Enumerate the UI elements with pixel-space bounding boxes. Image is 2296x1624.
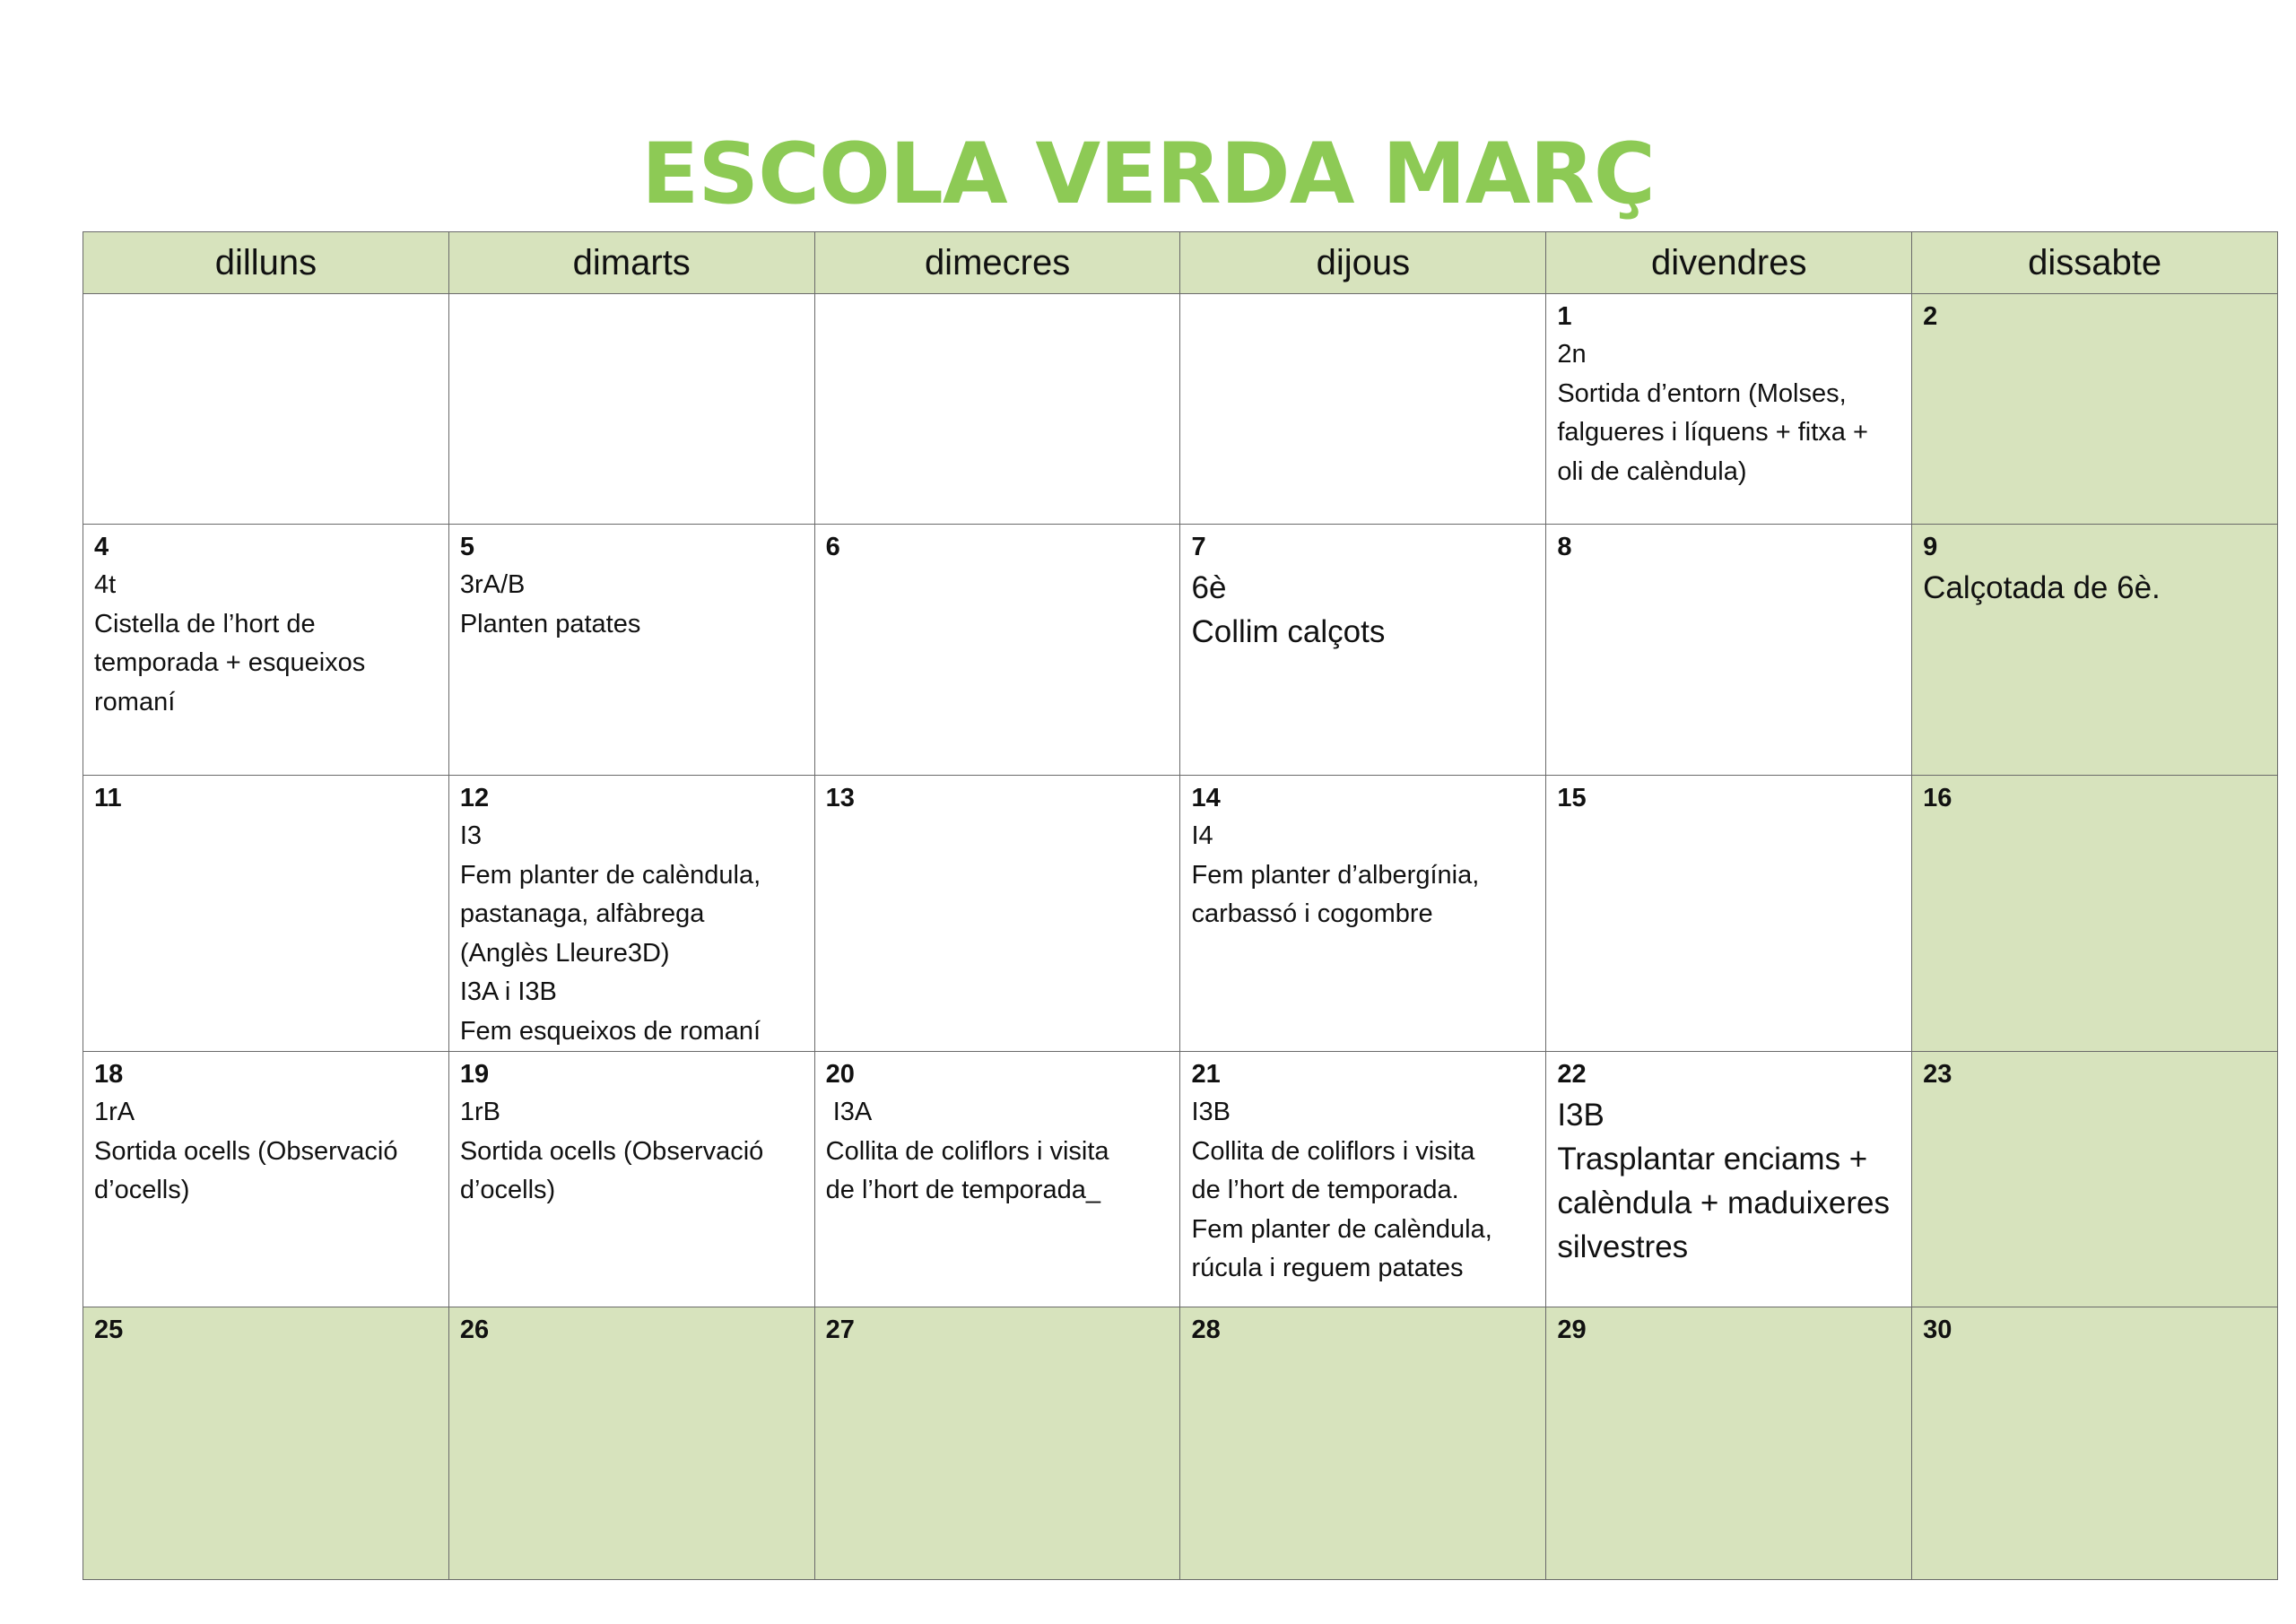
- calendar-day-cell: [1180, 1052, 1546, 1307]
- weekday-header-divendres: divendres: [1546, 232, 1912, 294]
- activity-text: calèndula + maduixeres: [1557, 1185, 1890, 1220]
- calendar-day-cell: [1180, 776, 1546, 1052]
- day-number: 19: [459, 1060, 490, 1089]
- activity-text: d’ocells): [94, 1176, 190, 1204]
- weekday-header-dissabte: dissabte: [1912, 232, 2278, 294]
- activity-text: I4: [1191, 821, 1213, 850]
- activity-text: Sortida ocells (Observació: [459, 1136, 764, 1166]
- day-number: 23: [1923, 1060, 1952, 1089]
- activity-text: silvestres: [1557, 1229, 1689, 1264]
- calendar-week-row: [83, 525, 2278, 776]
- activity-text: Calçotada de 6è.: [1923, 570, 2161, 605]
- day-number: 6: [825, 533, 840, 561]
- day-number: 27: [825, 1316, 855, 1344]
- activity-text: Fem planter de calèndula,: [459, 860, 761, 890]
- calendar-day-cell: [1546, 1052, 1912, 1307]
- activity-text: carbassó i cogombre: [1191, 899, 1433, 928]
- day-number: 11: [94, 784, 122, 812]
- calendar-day-cell: [1180, 525, 1546, 776]
- activity-text: 2n: [1557, 340, 1587, 369]
- day-number: 8: [1557, 533, 1572, 561]
- activity-text: pastanaga, alfàbrega: [459, 899, 705, 928]
- day-number: 4: [94, 533, 109, 561]
- activity-text: Cistella de l’hort de: [94, 609, 316, 638]
- calendar-day-cell: [448, 776, 814, 1052]
- calendar-day-cell: [83, 776, 449, 1052]
- activity-text: de l’hort de temporada_: [825, 1176, 1100, 1204]
- activity-text: 4t: [94, 570, 117, 599]
- activity-text: I3A: [825, 1098, 873, 1126]
- activity-text: Trasplantar enciams +: [1557, 1142, 1868, 1177]
- day-number: 2: [1923, 302, 1938, 331]
- calendar-day-cell: [814, 525, 1180, 776]
- day-number: 30: [1923, 1316, 1952, 1344]
- calendar-day-cell: [1546, 776, 1912, 1052]
- weekday-header-dimecres: dimecres: [814, 232, 1180, 294]
- activity-text: Sortida ocells (Observació: [94, 1136, 398, 1166]
- day-number: 12: [459, 784, 490, 812]
- weekday-header-dimarts: dimarts: [448, 232, 814, 294]
- day-number: 15: [1557, 784, 1587, 812]
- calendar-day-cell: [448, 1307, 814, 1580]
- activity-text: 3rA/B: [459, 570, 526, 599]
- activity-text: 1rA: [94, 1098, 135, 1126]
- calendar-week-row: [83, 776, 2278, 1052]
- day-number: 21: [1191, 1060, 1221, 1089]
- calendar-day-cell: [1912, 1052, 2278, 1307]
- calendar-day-cell: [448, 525, 814, 776]
- activity-text: (Anglès Lleure3D): [459, 938, 670, 968]
- activity-text: falgueres i líquens + fitxa +: [1557, 418, 1868, 447]
- calendar-day-cell: [83, 1307, 449, 1580]
- day-number: 13: [825, 784, 855, 812]
- activity-text: I3A i I3B: [459, 977, 557, 1006]
- day-number: 22: [1557, 1060, 1587, 1089]
- calendar-body: [83, 294, 2278, 1580]
- calendar-day-cell: [83, 525, 449, 776]
- activity-text: rúcula i reguem patates: [1191, 1254, 1464, 1282]
- activity-text: I3B: [1557, 1098, 1605, 1133]
- day-number: 5: [459, 533, 474, 561]
- calendar-week-row: [83, 294, 2278, 525]
- activity-text: Sortida d’entorn (Molses,: [1557, 378, 1847, 408]
- activity-text: Fem planter de calèndula,: [1191, 1214, 1492, 1244]
- day-number: 28: [1191, 1316, 1221, 1344]
- activity-text: Collita de coliflors i visita: [825, 1136, 1109, 1166]
- weekday-header-dijous: dijous: [1180, 232, 1546, 294]
- day-number: 20: [825, 1060, 855, 1089]
- activity-text: I3B: [1191, 1098, 1231, 1126]
- activity-text: Collita de coliflors i visita: [1191, 1136, 1475, 1166]
- activity-text: 1rB: [459, 1098, 500, 1126]
- calendar-week-row: [83, 1307, 2278, 1580]
- activity-text: oli de calèndula): [1557, 456, 1747, 486]
- day-number: 29: [1557, 1316, 1587, 1344]
- activity-text: 6è: [1191, 570, 1227, 605]
- day-number: 16: [1923, 784, 1952, 812]
- activity-text: romaní: [94, 687, 176, 716]
- calendar-day-cell: [814, 1052, 1180, 1307]
- calendar-day-cell: [1912, 525, 2278, 776]
- activity-text: de l’hort de temporada.: [1191, 1176, 1459, 1204]
- day-number: 1: [1557, 302, 1572, 331]
- weekday-header-row: [83, 232, 2278, 294]
- activity-text: temporada + esqueixos: [94, 648, 366, 677]
- activity-text: Fem planter d’albergínia,: [1191, 860, 1480, 890]
- calendar-day-cell: [1912, 294, 2278, 525]
- day-number: 26: [459, 1316, 490, 1344]
- calendar-day-cell: [83, 294, 449, 525]
- calendar-day-cell: [814, 776, 1180, 1052]
- calendar-day-cell: [1180, 294, 1546, 525]
- calendar-day-cell: [83, 1052, 449, 1307]
- calendar-day-cell: [1546, 1307, 1912, 1580]
- calendar-day-cell: [1912, 776, 2278, 1052]
- day-number: 9: [1923, 533, 1938, 561]
- day-number: 25: [94, 1316, 124, 1344]
- calendar-day-cell: [1180, 1307, 1546, 1580]
- calendar-table: [83, 231, 2278, 1580]
- calendar-day-cell: [814, 1307, 1180, 1580]
- page-title: ESCOLA VERDA MARÇ: [641, 126, 1655, 223]
- calendar-day-cell: [448, 294, 814, 525]
- day-number: 7: [1191, 533, 1206, 561]
- day-number: 14: [1191, 784, 1221, 812]
- activity-text: d’ocells): [459, 1176, 556, 1204]
- calendar-day-cell: [1546, 294, 1912, 525]
- day-number: 18: [94, 1060, 124, 1089]
- activity-text: I3: [459, 821, 483, 850]
- activity-text: Fem esqueixos de romaní: [459, 1016, 761, 1046]
- activity-text: Collim calçots: [1191, 614, 1386, 649]
- calendar-day-cell: [1912, 1307, 2278, 1580]
- calendar-week-row: [83, 1052, 2278, 1307]
- weekday-header-dilluns: dilluns: [83, 232, 449, 294]
- calendar-day-cell: [1546, 525, 1912, 776]
- activity-text: Planten patates: [459, 609, 641, 638]
- calendar-day-cell: [448, 1052, 814, 1307]
- calendar-day-cell: [814, 294, 1180, 525]
